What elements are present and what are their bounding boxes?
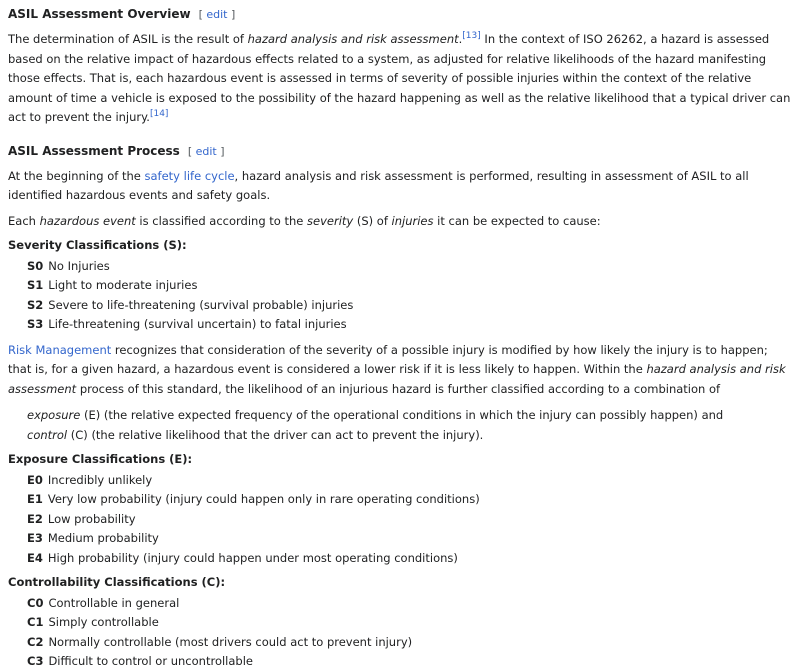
section-title: ASIL Assessment Overview <box>8 7 191 21</box>
reference-14[interactable]: [14] <box>149 109 169 120</box>
list-item: E1 Very low probability (injury could happen only in rare operating conditions) <box>27 492 480 506</box>
process-paragraph-2: Each hazardous event is classified according to the severity (S) of injuries it can be expected to cause: <box>8 213 601 228</box>
edit-link[interactable]: edit <box>195 144 217 158</box>
risk-management-link[interactable]: Risk Management <box>8 342 112 357</box>
list-item: C1 Simply controllable <box>27 615 159 629</box>
process-paragraph-1: At the beginning of the safety life cycle, hazard analysis and risk assessment is performed, resulting in assessment of ASIL to all identified hazardous events and safety goals. <box>8 168 749 202</box>
section-asil-assessment-overview <box>8 4 792 128</box>
process-paragraph-3: Risk Management recognizes that consideration of the severity of a possible injury is modified by how likely the injury is to happen; that is, for a given hazard, a hazardous event is considered a lower risk if it is less likely to happen. Within the hazard analysis and risk assessment process of this standard, the likelihood of an injurious hazard is further classified according to a combination of <box>8 342 786 396</box>
exposure-list <box>8 471 792 569</box>
list-item: S2 Severe to life-threatening (survival probable) injuries <box>27 297 354 312</box>
list-item: C3 Difficult to control or uncontrollable <box>27 654 253 668</box>
edit-section: [ edit ] <box>198 8 236 21</box>
severity-heading: Severity Classifications (S): <box>8 238 187 252</box>
edit-link[interactable]: edit <box>206 8 228 21</box>
exposure-heading: Exposure Classifications (E): <box>8 452 193 466</box>
section-heading-process <box>8 141 792 162</box>
factor-exposure: exposure (E) (the relative expected frequency of the operational conditions in which the injury can possibly happen) and <box>27 408 724 422</box>
controllability-heading: Controllability Classifications (C): <box>8 575 226 589</box>
list-item: S0 No Injuries <box>27 258 110 273</box>
list-item: C0 Controllable in general <box>27 595 180 610</box>
list-item: E0 Incredibly unlikely <box>27 472 153 487</box>
list-item: S1 Light to moderate injuries <box>27 278 198 292</box>
overview-paragraph: The determination of ASIL is the result of hazard analysis and risk assessment.[13] In the context of ISO 26262, a hazard is assessed based on the relative impact of hazardous effects related to a system, as adjusted for relative likelihoods of the hazard manifesting those effects. That is, each hazardous event is assessed in terms of severity of possible injuries within the context of the relative amount of time a vehicle is exposed to the possibility of the hazard happening as well as the relative likelihood that a typical driver can act to prevent the injury.[14] <box>8 31 791 124</box>
list-item: S3 Life-threatening (survival uncertain) to fatal injuries <box>27 317 347 331</box>
likelihood-factors <box>8 406 792 445</box>
list-item: E4 High probability (injury could happen under most operating conditions) <box>27 550 458 565</box>
section-title: ASIL Assessment Process <box>8 143 180 158</box>
list-item: E2 Low probability <box>27 511 136 526</box>
severity-list <box>8 257 792 335</box>
factor-control: control (C) (the relative likelihood that the driver can act to prevent the injury). <box>27 427 484 442</box>
list-item: C2 Normally controllable (most drivers could act to prevent injury) <box>27 634 413 649</box>
section-heading-overview <box>8 4 792 25</box>
controllability-list <box>8 594 792 672</box>
section-asil-assessment-process <box>8 141 792 672</box>
safety-life-cycle-link[interactable]: safety life cycle <box>144 168 235 183</box>
list-item: E3 Medium probability <box>27 531 159 545</box>
reference-13[interactable]: [13] <box>462 31 481 42</box>
edit-section: [ edit ] <box>187 144 225 158</box>
